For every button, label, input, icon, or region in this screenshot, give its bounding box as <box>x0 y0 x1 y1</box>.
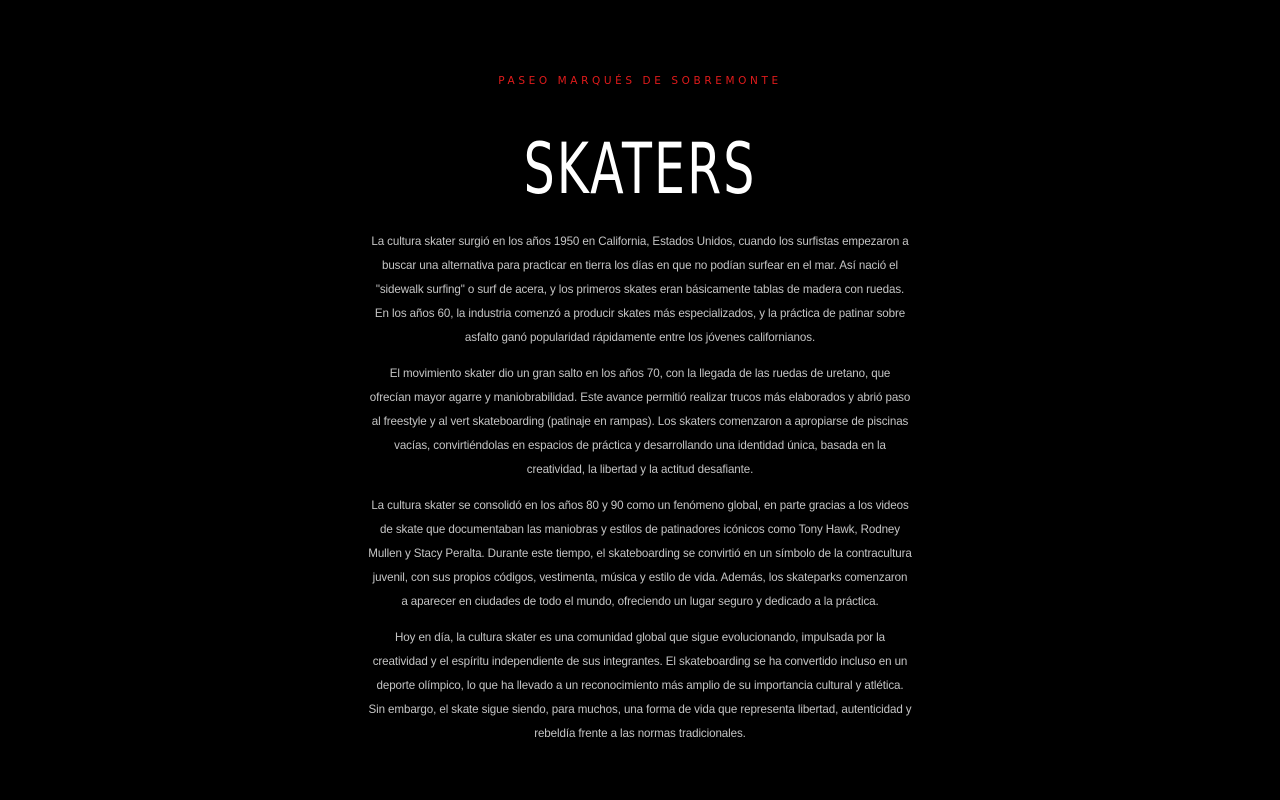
location-eyebrow: PASEO MARQUÉS DE SOBREMONTE <box>498 75 782 87</box>
article-paragraph-3: La cultura skater se consolidó en los años 80 y 90 como un fenómeno global, en parte gracias a los videos de skate que documentaban las maniobras y estilos de patinadores icónicos como Tony Hawk, Rodney Mullen y Stacy Peralta. Durante este tiempo, el skateboarding se convirtió en un símbolo de la contracultura juvenil, con sus propios códigos, vestimenta, música y estilo de vida. Además, los skateparks comenzaron a aparecer en ciudades de todo el mundo, ofreciendo un lugar seguro y dedicado a la práctica. <box>368 499 912 608</box>
article-paragraph-2: El movimiento skater dio un gran salto en los años 70, con la llegada de las ruedas de uretano, que ofrecían mayor agarre y maniobrabilidad. Este avance permitió realizar trucos más elaborados y abrió paso al freestyle y al vert skateboarding (patinaje en rampas). Los skaters comenzaron a apropiarse de piscinas vacías, convirtiéndolas en espacios de práctica y desarrollando una identidad única, basada en la creatividad, la libertad y la actitud desafiante. <box>369 367 911 476</box>
page-title: SKATERS <box>523 128 757 210</box>
article-paragraph-4: Hoy en día, la cultura skater es una comunidad global que sigue evolucionando, impulsada por la creatividad y el espíritu independiente de sus integrantes. El skateboarding se ha convertido incluso en un deporte olímpico, lo que ha llevado a un reconocimiento más amplio de su importancia cultural y atlética. Sin embargo, el skate sigue siendo, para muchos, una forma de vida que representa libertad, autenticidad y rebeldía frente a las normas tradicionales. <box>368 631 912 740</box>
article-paragraph-1: La cultura skater surgió en los años 1950 en California, Estados Unidos, cuando los surfistas empezaron a buscar una alternativa para practicar en tierra los días en que no podían surfear en el mar. Así nació el "sidewalk surfing" o surf de acera, y los primeros skates eran básicamente tablas de madera con ruedas. En los años 60, la industria comenzó a producir skates más especializados, y la práctica de patinar sobre asfalto ganó popularidad rápidamente entre los jóvenes californianos. <box>371 235 909 344</box>
skaters-section <box>368 72 912 758</box>
article-body <box>368 230 912 746</box>
